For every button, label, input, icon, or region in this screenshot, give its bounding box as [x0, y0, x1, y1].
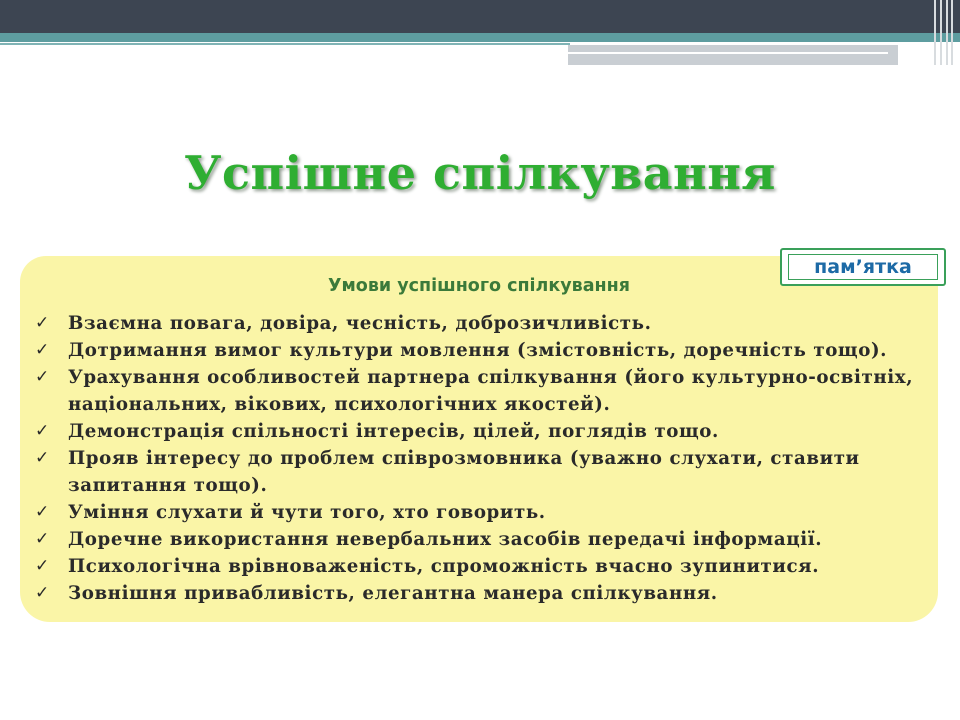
list-item-text: Психологічна врівноваженість, спроможність вчасно зупинитися. — [68, 556, 820, 577]
list-item-text: Зовнішня привабливість, елегантна манера спілкування. — [68, 583, 718, 604]
memo-heading: Умови успішного спілкування — [328, 276, 630, 296]
list-item-text: Доречне використання невербальних засобів передачі інформації. — [68, 529, 823, 550]
slide-title: Успішне спілкування — [184, 146, 776, 200]
check-icon: ✓ — [35, 529, 50, 549]
list-item-text: Взаємна повага, довіра, чесність, доброзичливість. — [68, 313, 652, 334]
list-item — [32, 580, 927, 607]
slide-grey-strip — [568, 45, 898, 65]
list-item-text: Дотримання вимог культури мовлення (змістовність, доречність тощо). — [68, 340, 888, 361]
list-item — [32, 526, 927, 553]
slide-accent-line — [0, 43, 570, 45]
corner-decoration — [932, 0, 954, 65]
list-item — [32, 499, 927, 526]
memo-tag-label: пам’ятка — [814, 256, 912, 278]
memo-list — [32, 310, 927, 607]
list-item — [32, 364, 927, 418]
list-item — [32, 553, 927, 580]
list-item-text: Уміння слухати й чути того, хто говорить. — [68, 502, 546, 523]
check-icon: ✓ — [35, 448, 50, 468]
list-item-text: Прояв інтересу до проблем співрозмовника (уважно слухати, ставити запитання тощо). — [68, 448, 860, 496]
check-icon: ✓ — [35, 583, 50, 603]
check-icon: ✓ — [35, 367, 50, 387]
list-item — [32, 337, 927, 364]
list-item — [32, 445, 927, 499]
slide-header-bar — [0, 0, 960, 33]
list-item-text: Урахування особливостей партнера спілкування (його культурно-освітніх, національних, вікових, психологічних якостей). — [68, 367, 914, 415]
check-icon: ✓ — [35, 313, 50, 333]
list-item — [32, 310, 927, 337]
check-icon: ✓ — [35, 502, 50, 522]
check-icon: ✓ — [35, 421, 50, 441]
check-icon: ✓ — [35, 340, 50, 360]
slide-accent-band — [0, 33, 960, 42]
list-item — [32, 418, 927, 445]
list-item-text: Демонстрація спільності інтересів, цілей, поглядів тощо. — [68, 421, 719, 442]
check-icon: ✓ — [35, 556, 50, 576]
slide-grey-strip-line — [568, 52, 888, 54]
